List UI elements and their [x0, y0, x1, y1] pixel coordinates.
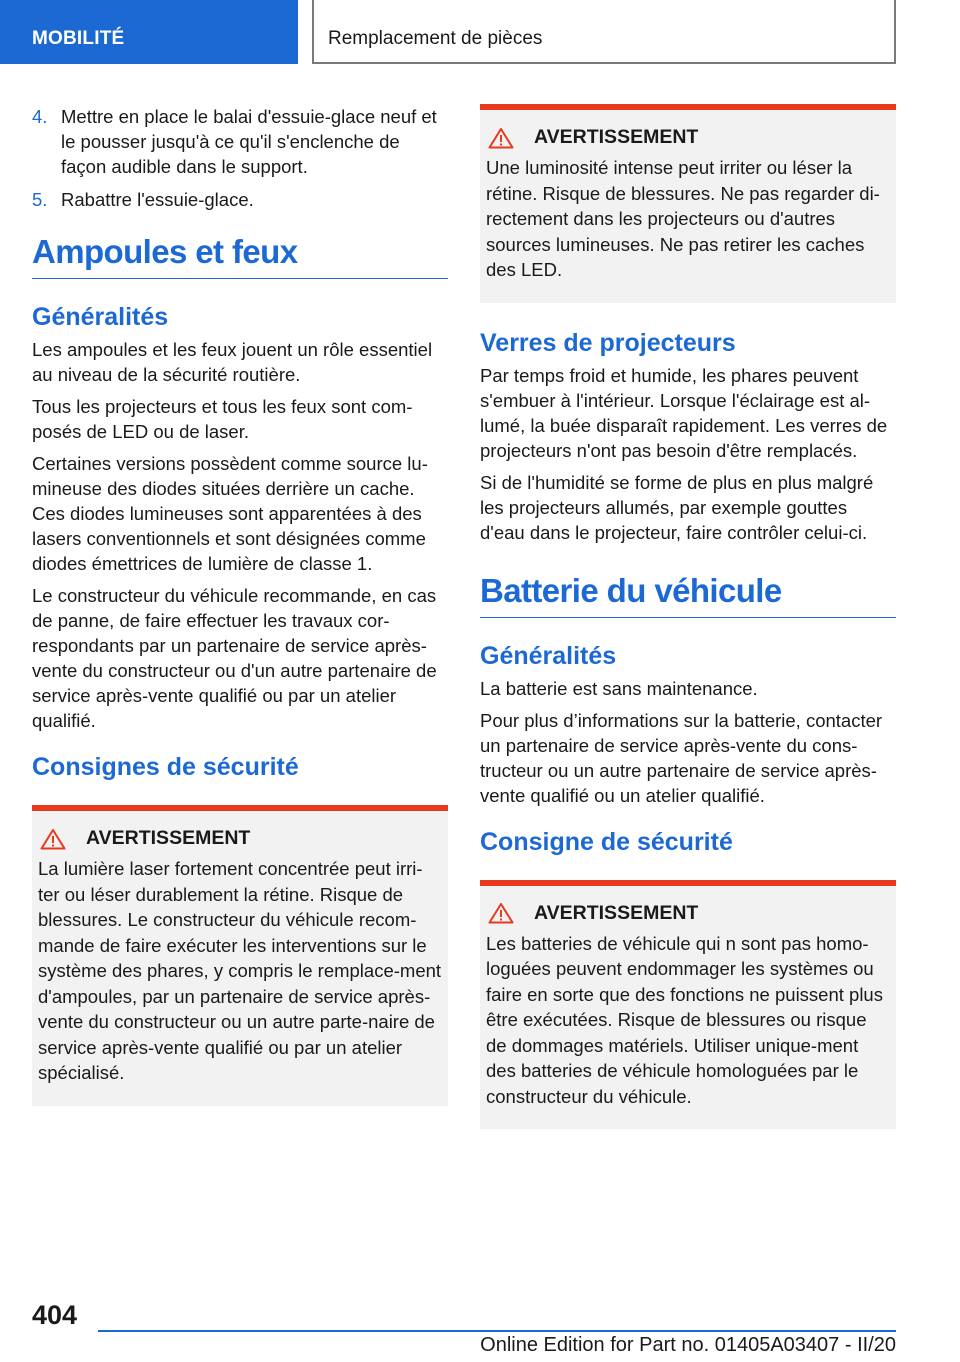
paragraph: Tous les projecteurs et tous les feux sont com-posés de LED ou de laser.	[32, 396, 413, 442]
warning-text: Les batteries de véhicule qui n sont pas homo-loguées peuvent endommager les systèmes ou faire en sorte que des fonctions ne puissent plus être exécutées. Risque de blessures ou risque de dommages matériels. Utiliser unique-ment des batteries de véhicule homologuées par le constructeur du véhicule.	[486, 932, 883, 1107]
warning-text: Une luminosité intense peut irriter ou léser la rétine. Risque de blessures. Ne pas regarder di-rectement dans les projecteurs ou d'autres sources lumineuses. Ne pas retirer les caches des LED.	[486, 157, 880, 280]
footer-edition: Online Edition for Part no. 01405A03407 - II/20	[480, 1334, 896, 1356]
warning-header	[38, 827, 442, 850]
warning-title: AVERTISSEMENT	[86, 827, 251, 849]
header-chapter-label: Remplacement de pièces	[328, 28, 543, 49]
paragraph: Certaines versions possèdent comme source lu-mineuse des diodes situées derrière un cache. Ces diodes lumineuses sont apparentées à des lasers conventionnels et sont désignées comme diodes émettrices de lumière de classe 1.	[32, 453, 428, 574]
list-item	[32, 104, 448, 179]
subsection-title-general: Généralités	[480, 641, 617, 670]
list-item	[32, 187, 448, 212]
step-number: 4.	[32, 106, 48, 127]
step-text: Rabattre l'essuie-glace.	[61, 189, 254, 210]
warning-box	[32, 805, 448, 1106]
warning-triangle-icon	[488, 127, 514, 149]
step-number: 5.	[32, 189, 48, 210]
subsection-title-lenses: Verres de projecteurs	[480, 328, 736, 357]
header-chapter	[312, 0, 896, 64]
warning-title: AVERTISSEMENT	[534, 901, 699, 924]
footer-divider	[98, 1330, 896, 1332]
steps-list	[32, 104, 448, 212]
paragraph: Le constructeur du véhicule recommande, en cas de panne, de faire effectuer les travaux cor-respondants par un partenaire de service après-vente du constructeur ou d'un autre partenaire de service après-vente qualifié ou par un atelier qualifié.	[32, 585, 437, 731]
left-column	[32, 104, 448, 1122]
paragraph: La batterie est sans maintenance.	[480, 677, 758, 699]
warning-header	[486, 902, 890, 925]
paragraph: Les ampoules et les feux jouent un rôle essentiel au niveau de la sécurité routière.	[32, 339, 433, 385]
warning-box	[480, 104, 896, 303]
paragraph: Si de l'humidité se forme de plus en plus malgré les projecteurs allumés, par exemple gouttes d'eau dans le projecteur, faire contrôler celui-ci.	[480, 471, 874, 543]
warning-triangle-icon	[488, 902, 514, 924]
right-column	[480, 104, 896, 1145]
subsection-title-safety: Consigne de sécurité	[480, 827, 733, 856]
section-title-battery: Batterie du véhicule	[480, 571, 896, 618]
page-number: 404	[32, 1300, 78, 1330]
header-section-label: MOBILITÉ	[32, 28, 125, 49]
header-section	[0, 0, 298, 64]
warning-text: La lumière laser fortement concentrée peut irri-ter ou léser durablement la rétine. Risque de blessures. Le constructeur du véhicule recom-mande de faire exécuter les interventions sur le système des phares, y compris le remplace-ment d'ampoules, par un partenaire de service après-vente du constructeur ou un autre parte-naire de service après-vente qualifié ou par un atelier spécialisé.	[38, 858, 442, 1083]
warning-header	[486, 126, 890, 149]
warning-triangle-icon	[40, 828, 66, 850]
subsection-title-general: Généralités	[32, 303, 169, 331]
section-title-bulbs: Ampoules et feux	[32, 232, 448, 279]
paragraph: Par temps froid et humide, les phares peuvent s'embuer à l'intérieur. Lorsque l'éclairage est al-lumé, la buée disparaît rapidement. Les verres de projecteurs n'ont pas besoin d'être remplacés.	[480, 364, 888, 461]
warning-title: AVERTISSEMENT	[534, 126, 699, 148]
subsection-title-safety: Consignes de sécurité	[32, 753, 299, 781]
step-text: Mettre en place le balai d'essuie-glace neuf et le pousser jusqu'à ce qu'il s'enclenche de façon audible dans le support.	[61, 106, 437, 177]
warning-box	[480, 880, 896, 1130]
paragraph: Pour plus d’informations sur la batterie, contacter un partenaire de service après-vente du cons-tructeur ou un autre partenaire de service après-vente qualifié ou un atelier qualifié.	[480, 709, 883, 806]
